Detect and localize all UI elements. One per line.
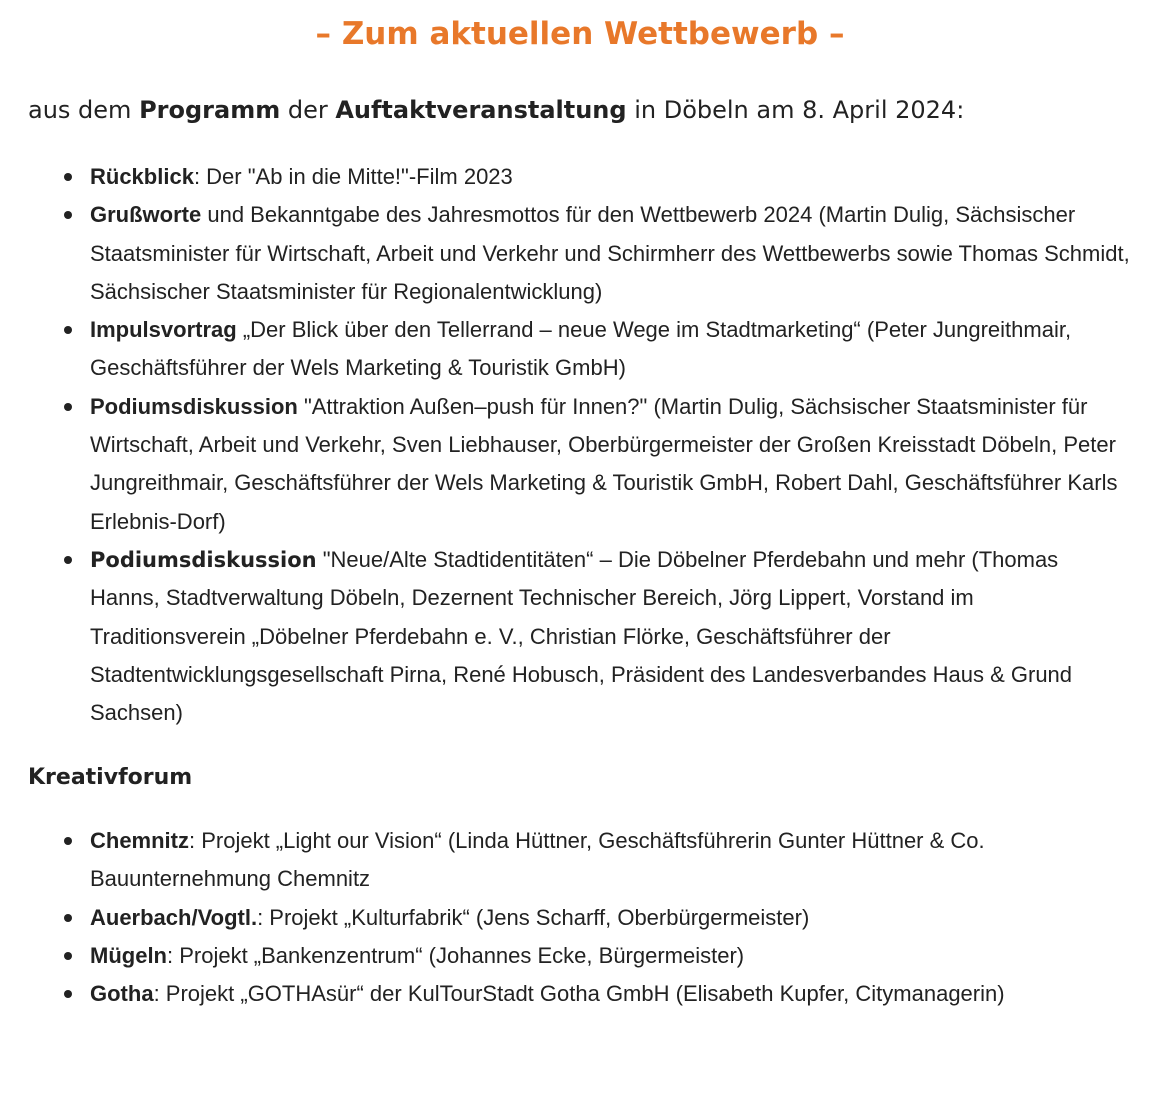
intro-text: der <box>280 96 336 124</box>
intro-bold-auftakt: Auftaktveranstaltung <box>335 96 627 124</box>
program-item-text: "Neue/Alte Stadtidentitäten“ – Die Döbelner Pferdebahn und mehr (Thomas Hanns, Stadtverwaltung Döbeln, Dezernent Technischer Bereich, Jörg Lippert, Vorstand im Traditionsverein „Döbelner Pferdebahn e. V., Christian Flörke, Geschäftsführer der Stadtentwicklungsgesellschaft Pirna, René Hobusch, Präsident des Landesverbandes Haus & Grund Sachsen) <box>90 546 1073 726</box>
program-item-text: : Der "Ab in die Mitte!"-Film 2023 <box>193 164 513 189</box>
kreativforum-item <box>90 899 1130 937</box>
intro-text: in Döbeln am 8. April 2024: <box>626 96 965 124</box>
kreativforum-heading: Kreativforum <box>28 765 193 790</box>
kreativforum-item <box>90 822 1130 899</box>
program-item <box>90 311 1130 388</box>
kreativforum-item <box>90 975 1130 1013</box>
program-item-text: und Bekanntgabe des Jahresmottos für den Wettbewerb 2024 (Martin Dulig, Sächsischer Staatsminister für Wirtschaft, Arbeit und Verkehr und Schirmherr des Wettbewerbs sowie Thomas Schmidt, Sächsischer Staatsminister für Regionalentwicklung) <box>90 202 1130 304</box>
kreativforum-item-title: Gotha <box>90 981 154 1007</box>
program-item-title: Grußworte <box>90 202 202 228</box>
program-item <box>90 541 1130 732</box>
intro-paragraph <box>28 90 1138 130</box>
program-item-text: "Attraktion Außen–push für Innen?" (Martin Dulig, Sächsischer Staatsminister für Wirtschaft, Arbeit und Verkehr, Sven Liebhauser, Oberbürgermeister der Großen Kreisstadt Döbeln, Peter Jungreithmair, Geschäftsführer der Wels Marketing & Touristik GmbH, Robert Dahl, Geschäftsführer Karls Erlebnis-Dorf) <box>90 393 1118 534</box>
kreativforum-item-text: : Projekt „Kulturfabrik“ (Jens Scharff, Oberbürgermeister) <box>257 904 810 930</box>
kreativforum-list <box>0 822 1130 1013</box>
program-item-text: „Der Blick über den Tellerrand – neue Wege im Stadtmarketing“ (Peter Jungreithmair, Geschäftsführer der Wels Marketing & Touristik GmbH) <box>90 317 1072 381</box>
program-item-title: Impulsvortrag <box>90 317 237 343</box>
kreativforum-item-title: Auerbach/Vogtl. <box>90 904 258 930</box>
program-item <box>90 196 1130 311</box>
intro-text: aus dem <box>28 96 140 124</box>
kreativforum-item-title: Chemnitz <box>90 828 189 853</box>
kreativforum-item-text: : Projekt „Light our Vision“ (Linda Hüttner, Geschäftsführerin Gunter Hüttner & Co. Bauunternehmung Chemnitz <box>90 828 985 892</box>
program-list <box>0 158 1130 732</box>
kreativforum-item <box>90 937 1130 975</box>
program-item-title: Rückblick <box>90 164 194 189</box>
program-item-title: Podiumsdiskussion <box>90 547 317 572</box>
kreativforum-item-text: : Projekt „GOTHAsür“ der KulTourStadt Gotha GmbH (Elisabeth Kupfer, Citymanagerin) <box>153 981 1005 1007</box>
kreativforum-item-title: Mügeln <box>90 942 167 968</box>
program-item-title: Podiumsdiskussion <box>90 393 298 419</box>
page-heading: – Zum aktuellen Wettbewerb – <box>315 16 845 52</box>
kreativforum-item-text: : Projekt „Bankenzentrum“ (Johannes Ecke, Bürgermeister) <box>167 942 745 968</box>
program-item <box>90 158 1130 196</box>
intro-bold-programm: Programm <box>139 96 281 124</box>
program-item <box>90 388 1130 541</box>
